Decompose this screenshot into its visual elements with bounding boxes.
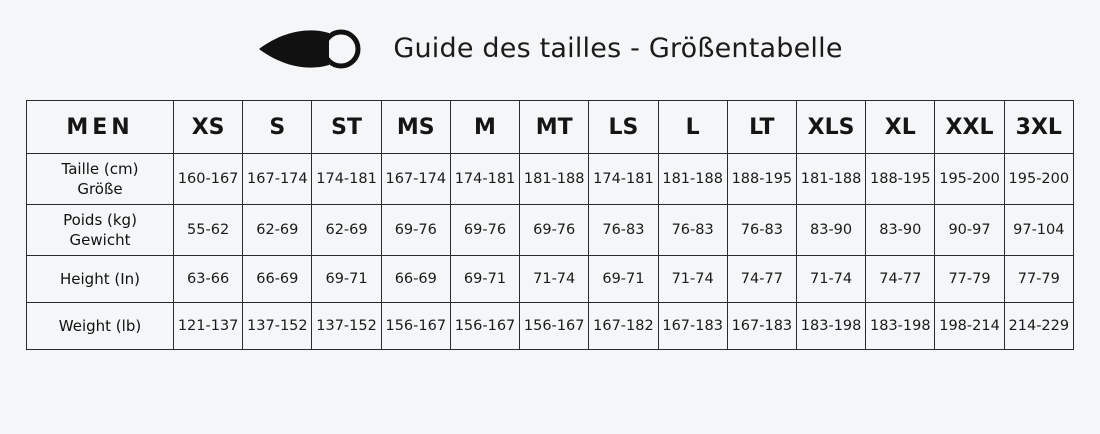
row-label-line1: Height (In): [60, 269, 140, 288]
cell-weight-lb-xs: 121-137: [174, 303, 243, 350]
cell-weight-kg-xs: 55-62: [174, 205, 243, 256]
cell-height-in-xl: 74-77: [866, 256, 935, 303]
cell-weight-kg-m: 69-76: [450, 205, 519, 256]
cell-height-cm-xxl: 195-200: [935, 154, 1004, 205]
cell-weight-kg-mt: 69-76: [520, 205, 589, 256]
column-header-ms: MS: [381, 101, 450, 154]
cell-height-in-xs: 63-66: [174, 256, 243, 303]
column-header-ls: LS: [589, 101, 658, 154]
cell-height-cm-3xl: 195-200: [1004, 154, 1073, 205]
cell-weight-kg-ls: 76-83: [589, 205, 658, 256]
cell-height-cm-xl: 188-195: [866, 154, 935, 205]
row-label-line1: Poids (kg): [63, 210, 137, 229]
cell-height-in-st: 69-71: [312, 256, 381, 303]
page-header: [0, 0, 1100, 96]
cell-weight-kg-xl: 83-90: [866, 205, 935, 256]
table-row: [27, 205, 1074, 256]
column-header-xl: XL: [866, 101, 935, 154]
column-header-mt: MT: [520, 101, 589, 154]
cell-weight-lb-s: 137-152: [243, 303, 312, 350]
cell-weight-lb-mt: 156-167: [520, 303, 589, 350]
row-label-line1: Weight (lb): [58, 316, 142, 335]
column-header-lt: LT: [727, 101, 796, 154]
row-label-line1: Taille (cm): [61, 159, 139, 178]
row-label-line2: Größe: [77, 180, 123, 198]
cell-weight-lb-xxl: 198-214: [935, 303, 1004, 350]
cell-height-cm-xls: 181-188: [796, 154, 865, 205]
row-label-weight-lb: [27, 303, 174, 350]
row-label-line2: Gewicht: [69, 231, 131, 249]
table-header-row: [27, 101, 1074, 154]
cell-height-in-ms: 66-69: [381, 256, 450, 303]
brand-logo-icon: [257, 25, 367, 71]
column-header-m: M: [450, 101, 519, 154]
column-header-xls: XLS: [796, 101, 865, 154]
cell-height-cm-ls: 174-181: [589, 154, 658, 205]
cell-height-cm-lt: 188-195: [727, 154, 796, 205]
cell-height-cm-s: 167-174: [243, 154, 312, 205]
column-header-l: L: [658, 101, 727, 154]
table-corner-label: MEN: [27, 101, 174, 154]
cell-height-in-mt: 71-74: [520, 256, 589, 303]
cell-weight-lb-l: 167-183: [658, 303, 727, 350]
size-table-container: [26, 100, 1074, 350]
column-header-st: ST: [312, 101, 381, 154]
cell-height-in-xls: 71-74: [796, 256, 865, 303]
size-table: [26, 100, 1074, 350]
column-header-xxl: XXL: [935, 101, 1004, 154]
row-label-height-in: [27, 256, 174, 303]
cell-height-in-l: 71-74: [658, 256, 727, 303]
column-header-s: S: [243, 101, 312, 154]
cell-height-cm-ms: 167-174: [381, 154, 450, 205]
table-row: [27, 256, 1074, 303]
cell-height-in-xxl: 77-79: [935, 256, 1004, 303]
cell-weight-kg-lt: 76-83: [727, 205, 796, 256]
cell-weight-lb-3xl: 214-229: [1004, 303, 1073, 350]
cell-weight-lb-ls: 167-182: [589, 303, 658, 350]
cell-weight-lb-xl: 183-198: [866, 303, 935, 350]
cell-weight-lb-m: 156-167: [450, 303, 519, 350]
cell-height-in-s: 66-69: [243, 256, 312, 303]
cell-weight-kg-xxl: 90-97: [935, 205, 1004, 256]
cell-height-in-3xl: 77-79: [1004, 256, 1073, 303]
row-label-height-cm: [27, 154, 174, 205]
cell-weight-lb-xls: 183-198: [796, 303, 865, 350]
cell-weight-lb-lt: 167-183: [727, 303, 796, 350]
cell-weight-kg-s: 62-69: [243, 205, 312, 256]
cell-height-cm-mt: 181-188: [520, 154, 589, 205]
cell-weight-lb-ms: 156-167: [381, 303, 450, 350]
cell-height-cm-m: 174-181: [450, 154, 519, 205]
column-header-3xl: 3XL: [1004, 101, 1073, 154]
cell-height-in-lt: 74-77: [727, 256, 796, 303]
table-row: [27, 303, 1074, 350]
cell-weight-kg-l: 76-83: [658, 205, 727, 256]
cell-height-in-ls: 69-71: [589, 256, 658, 303]
column-header-xs: XS: [174, 101, 243, 154]
cell-height-cm-l: 181-188: [658, 154, 727, 205]
cell-weight-kg-3xl: 97-104: [1004, 205, 1073, 256]
cell-weight-kg-xls: 83-90: [796, 205, 865, 256]
table-row: [27, 154, 1074, 205]
page-title: Guide des tailles - Größentabelle: [393, 32, 843, 64]
row-label-weight-kg: [27, 205, 174, 256]
cell-height-cm-xs: 160-167: [174, 154, 243, 205]
cell-weight-kg-ms: 69-76: [381, 205, 450, 256]
cell-weight-lb-st: 137-152: [312, 303, 381, 350]
cell-height-in-m: 69-71: [450, 256, 519, 303]
cell-height-cm-st: 174-181: [312, 154, 381, 205]
cell-weight-kg-st: 62-69: [312, 205, 381, 256]
